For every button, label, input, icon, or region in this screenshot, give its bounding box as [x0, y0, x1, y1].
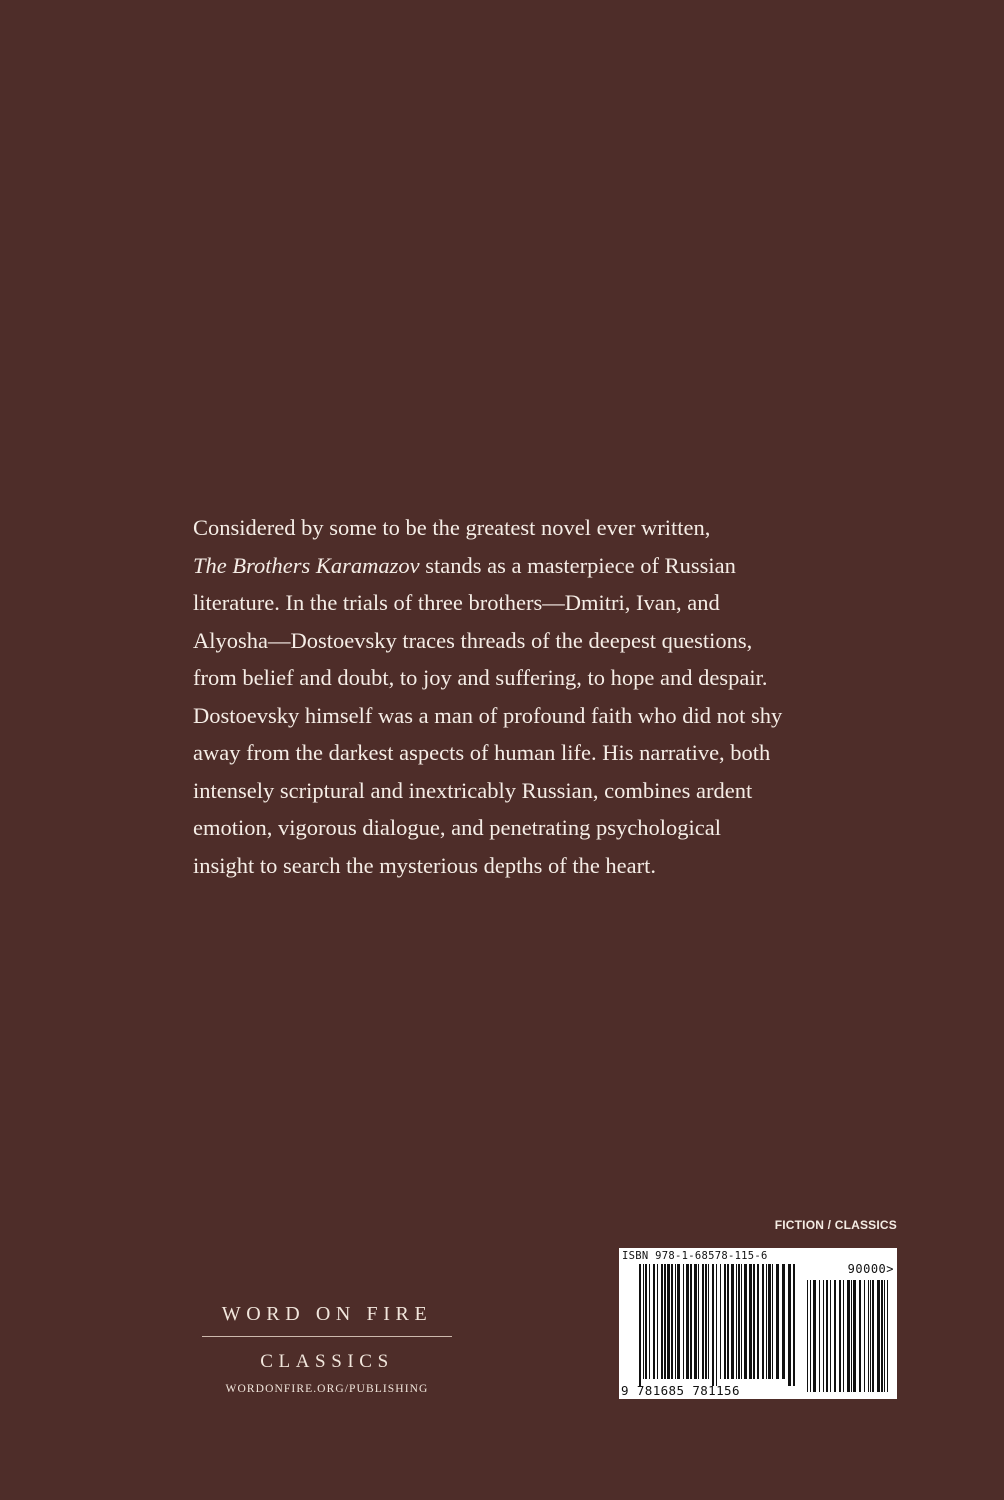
category-label: FICTION / CLASSICS	[774, 1218, 897, 1232]
blurb-line: Dostoevsky himself was a man of profound faith who did not shy	[193, 702, 783, 728]
blurb-line-rest: stands as a masterpiece of Russian	[419, 552, 736, 578]
book-title: The Brothers Karamazov	[193, 552, 420, 578]
isbn-barcode	[619, 1248, 897, 1399]
isbn-number: ISBN 978-1-68578-115-6	[622, 1250, 768, 1262]
logo-divider	[202, 1336, 452, 1337]
publisher-name: WORD ON FIRE	[221, 1303, 433, 1325]
publisher-url: WORDONFIRE.ORG/PUBLISHING	[225, 1383, 429, 1395]
blurb-line: intensely scriptural and inextricably Russian, combines ardent	[193, 777, 753, 803]
blurb-line: from belief and doubt, to joy and suffering, to hope and despair.	[193, 665, 768, 690]
price-addon: 90000>	[847, 1262, 894, 1276]
series-name: CLASSICS	[260, 1351, 394, 1372]
blurb-line: literature. In the trials of three brothers—Dmitri, Ivan, and	[193, 590, 720, 615]
barcode-digits: 9 781685 781156	[621, 1383, 740, 1398]
blurb-line: emotion, vigorous dialogue, and penetrating psychological	[193, 815, 722, 840]
blurb-line: away from the darkest aspects of human life. His narrative, both	[193, 740, 771, 765]
blurb-line: insight to search the mysterious depths of the heart.	[193, 852, 657, 878]
blurb-line	[193, 547, 853, 585]
blurb-line: Alyosha—Dostoevsky traces threads of the deepest questions,	[193, 627, 753, 653]
back-cover-blurb	[193, 509, 853, 884]
publisher-logo	[200, 1302, 454, 1395]
blurb-line: Considered by some to be the greatest novel ever written,	[193, 515, 711, 540]
